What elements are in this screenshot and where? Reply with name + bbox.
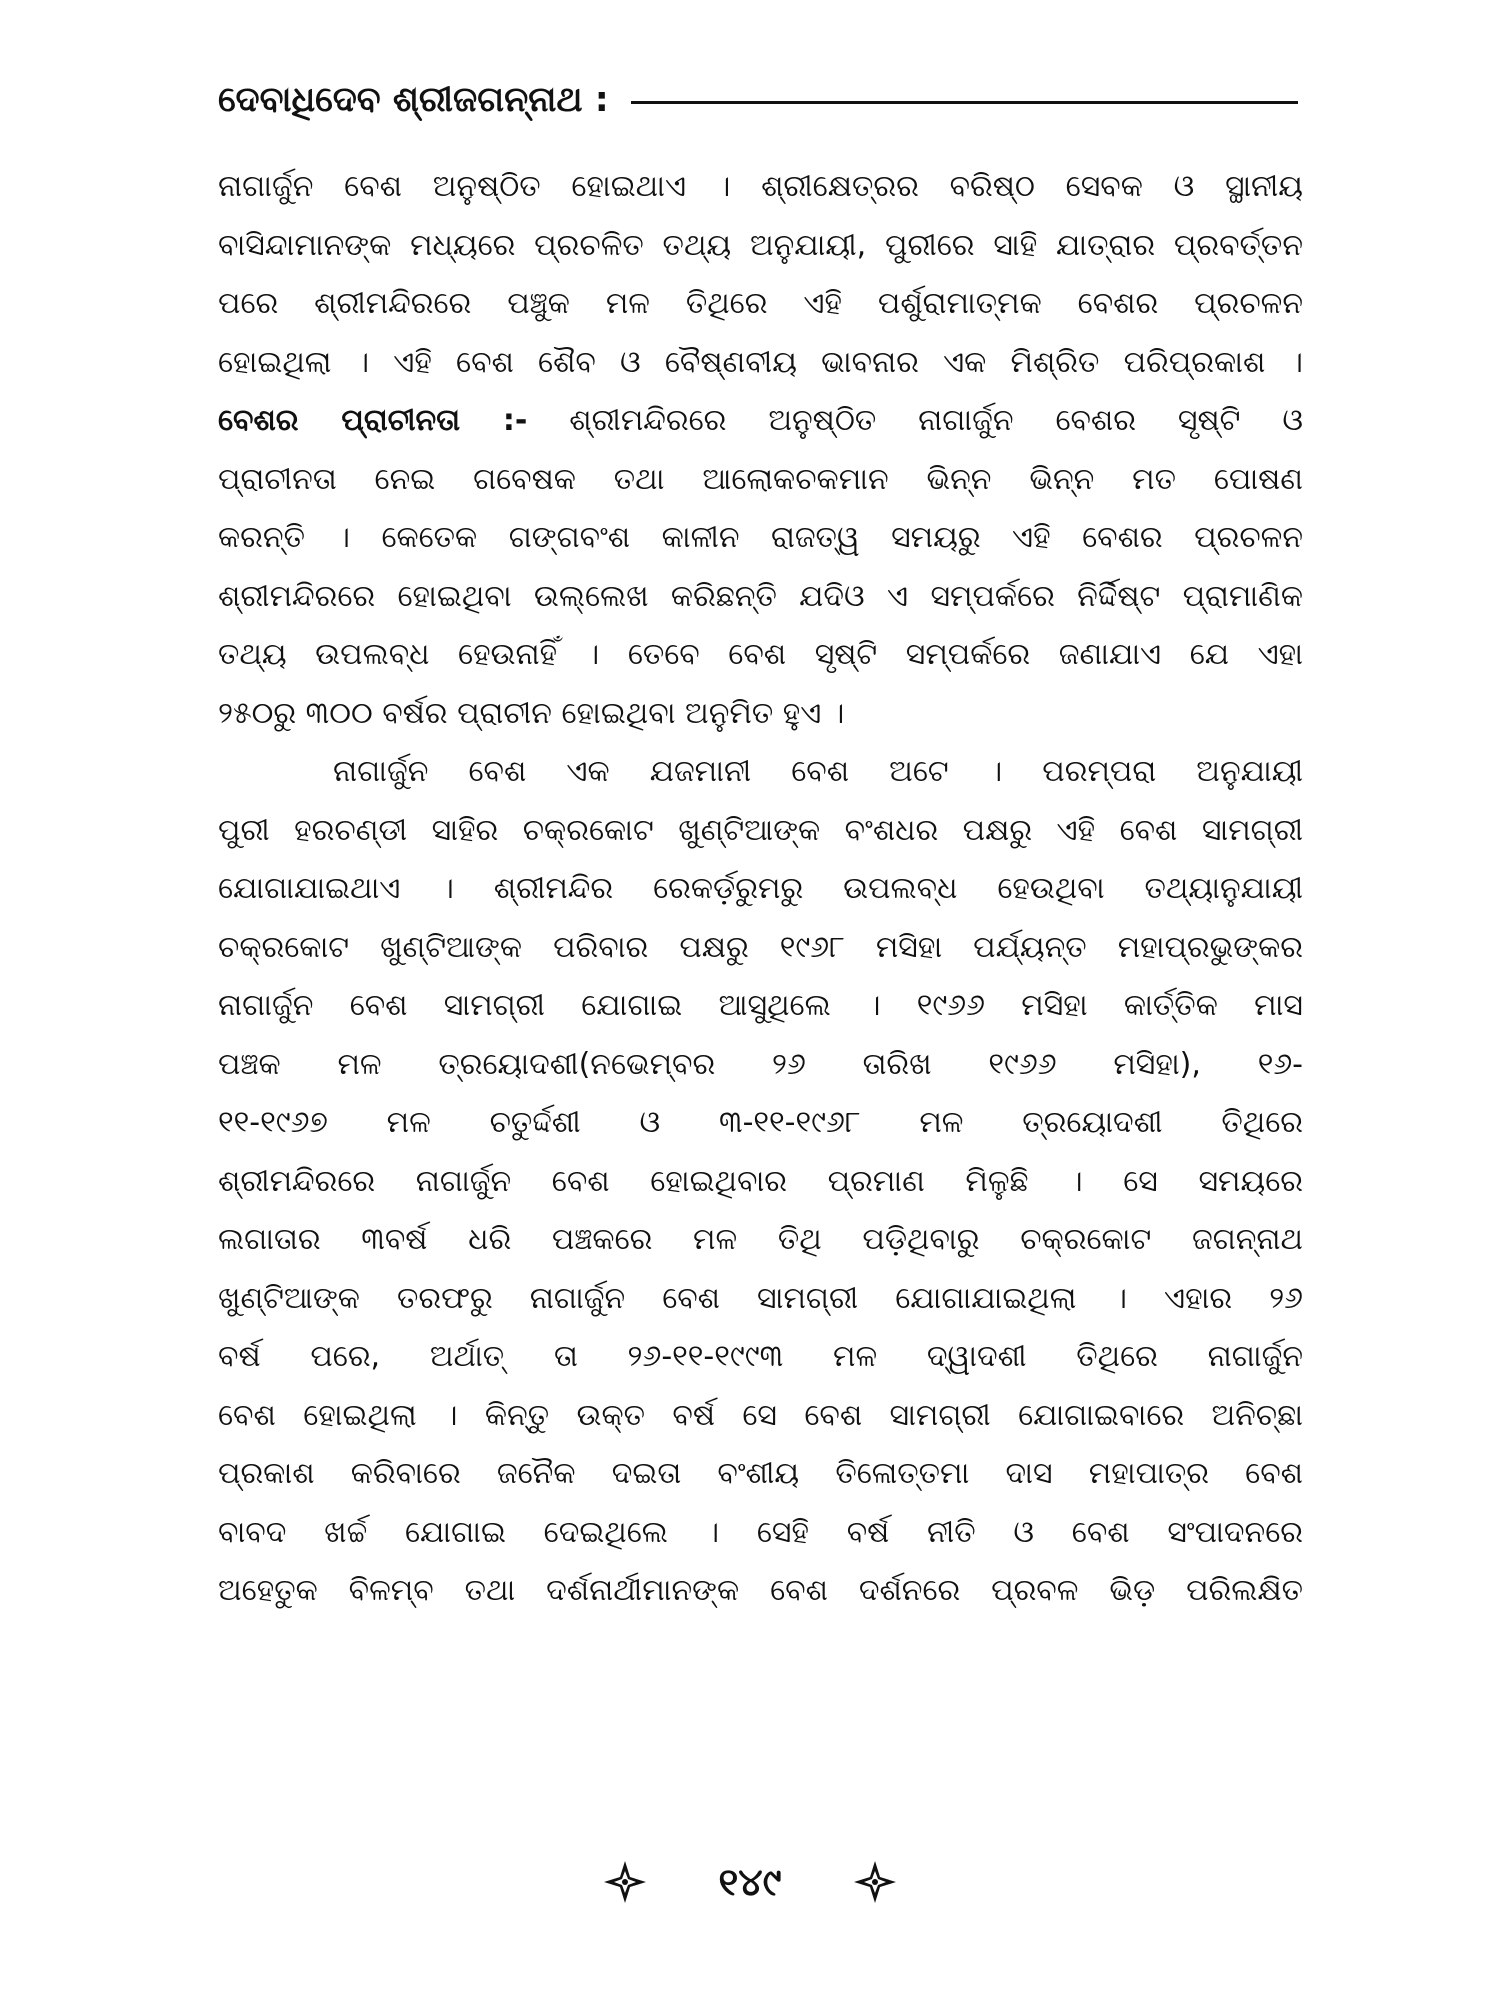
text-line: ୨୫୦ରୁ ୩୦୦ ବର୍ଷର ପ୍ରାଚୀନ ହୋଇଥିବା ଅନୁମିତ ହୁଏ । xyxy=(218,695,845,731)
text-line: ପ୍ରକାଶ କରିବାରେ ଜନୈକ ଦଇତା ବଂଶୀୟ ତିଳୋତ୍ତମା ଦାସ ମହାପାତ୍ର ବେଶ xyxy=(218,1456,1303,1491)
text-line-with-heading xyxy=(218,392,1303,451)
section-heading: ବେଶର ପ୍ରାଚୀନତା :- xyxy=(218,403,528,438)
text-line: ବାବଦ ଖର୍ଚ୍ଚ ଯୋଗାଇ ଦେଇଥିଲେ । ସେହି ବର୍ଷ ନୀତି ଓ ବେଶ ସଂପାଦନରେ xyxy=(218,1514,1303,1550)
running-head-title: ଦେବାଧିଦେବ ଶ୍ରୀଜଗନ୍ନାଥ : xyxy=(218,80,609,120)
text-line: ପରେ ଶ୍ରୀମନ୍ଦିରରେ ପଞ୍ଚୁକ ମଳ ତିଥିରେ ଏହି ପର୍ଶୁରାମାତ୍ମକ ବେଶର ପ୍ରଚଳନ xyxy=(218,286,1303,321)
text-line: ପୁରୀ ହରଚଣ୍ଡୀ ସାହିର ଚକ୍ରକୋଟ ଖୁଣ୍ଟିଆଙ୍କ ବଂଶଧର ପକ୍ଷରୁ ଏହି ବେଶ ସାମଗ୍ରୀ xyxy=(218,812,1303,848)
ornament-right-icon xyxy=(852,1859,898,1905)
page-number: ୧୪୯ xyxy=(718,1859,782,1904)
text-span: ଶ୍ରୀମନ୍ଦିରରେ ଅନୁଷ୍ଠିତ ନାଗାର୍ଜୁନ ବେଶର ସୃଷ୍ଟି ଓ xyxy=(569,403,1303,438)
text-line: ପ୍ରାଚୀନତା ନେଇ ଗବେଷକ ତଥା ଆଲୋକଚକମାନ ଭିନ୍ନ ଭିନ୍ନ ମତ ପୋଷଣ xyxy=(218,461,1303,497)
text-line: ଯୋଗାଯାଇଥାଏ । ଶ୍ରୀମନ୍ଦିର ରେକର୍ଡ଼ରୁମରୁ ଉପଲବ୍ଧ ହେଉଥିବା ତଥ୍ୟାନୁଯାୟୀ xyxy=(218,871,1303,906)
text-line: ନାଗାର୍ଜୁନ ବେଶ ଅନୁଷ୍ଠିତ ହୋଇଥାଏ । ଶ୍ରୀକ୍ଷେତ୍ରର ବରିଷ୍ଠ ସେବକ ଓ ସ୍ଥାନୀୟ xyxy=(218,169,1303,204)
text-line: ଶ୍ରୀମନ୍ଦିରରେ ହୋଇଥିବା ଉଲ୍ଲେଖ କରିଛନ୍ତି ଯଦିଓ ଏ ସମ୍ପର୍କରେ ନିର୍ଦ୍ଦିଷ୍ଟ ପ୍ରାମାଣିକ xyxy=(218,578,1303,614)
text-line: ଲଗାତାର ୩ବର୍ଷ ଧରି ପଞ୍ଚକରେ ମଳ ତିଥି ପଡ଼ିଥିବାରୁ ଚକ୍ରକୋଟ ଜଗନ୍ନାଥ xyxy=(218,1222,1303,1257)
text-line: ବେଶ ହୋଇଥିଲା । କିନ୍ତୁ ଉକ୍ତ ବର୍ଷ ସେ ବେଶ ସାମଗ୍ରୀ ଯୋଗାଇବାରେ ଅନିଚ୍ଛା xyxy=(218,1397,1303,1433)
text-line: ତଥ୍ୟ ଉପଲବ୍ଧ ହେଉନାହିଁ । ତେବେ ବେଶ ସୃଷ୍ଟି ସମ୍ପର୍କରେ ଜଣାଯାଏ ଯେ ଏହା xyxy=(218,637,1303,672)
text-line: ଖୁଣ୍ଟିଆଙ୍କ ତରଫରୁ ନାଗାର୍ଜୁନ ବେଶ ସାମଗ୍ରୀ ଯୋଗାଯାଇଥିଲା । ଏହାର ୨୬ xyxy=(218,1280,1303,1316)
text-line: ବାସିନ୍ଦାମାନଙ୍କ ମଧ୍ୟରେ ପ୍ରଚଳିତ ତଥ୍ୟ ଅନୁଯାୟୀ, ପୁରୀରେ ସାହି ଯାତ୍ରାର ପ୍ରବର୍ତ୍ତନ xyxy=(218,227,1303,263)
ornament-left-icon xyxy=(602,1859,648,1905)
text-line: ୧୧-୧୯୬୭ ମଳ ଚତୁର୍ଦ୍ଦଶୀ ଓ ୩-୧୧-୧୯୬୮ ମଳ ତ୍ରୟୋଦଶୀ ତିଥିରେ xyxy=(218,1105,1303,1140)
text-line: ଶ୍ରୀମନ୍ଦିରରେ ନାଗାର୍ଜୁନ ବେଶ ହୋଇଥିବାର ପ୍ରମାଣ ମିଳୁଛି । ସେ ସମୟରେ xyxy=(218,1163,1303,1199)
text-line: ଚକ୍ରକୋଟ ଖୁଣ୍ଟିଆଙ୍କ ପରିବାର ପକ୍ଷରୁ ୧୯୬୮ ମସିହା ପର୍ଯ୍ୟନ୍ତ ମହାପ୍ରଭୁଙ୍କର xyxy=(218,929,1303,965)
running-head xyxy=(218,70,1298,130)
text-line: କରନ୍ତି । କେତେକ ଗଙ୍ଗବଂଶ କାଳୀନ ରାଜତ୍ୱ ସମୟରୁ ଏହି ବେଶର ପ୍ରଚଳନ xyxy=(218,520,1303,555)
text-line: ପଞ୍ଚକ ମଳ ତ୍ରୟୋଦଶୀ(ନଭେମ୍ବର ୨୬ ତାରିଖ ୧୯୬୬ ମସିହା), ୧୬- xyxy=(218,1046,1303,1082)
paragraph-first-line: ନାଗାର୍ଜୁନ ବେଶ ଏକ ଯଜମାନୀ ବେଶ ଅଟେ । ପରମ୍ପରା ଅନୁଯାୟୀ xyxy=(333,754,1303,789)
text-line: ଅହେତୁକ ବିଳମ୍ବ ତଥା ଦର୍ଶନାର୍ଥୀମାନଙ୍କ ବେଶ ଦର୍ଶନରେ ପ୍ରବଳ ଭିଡ଼ ପରିଲକ୍ଷିତ xyxy=(218,1573,1303,1608)
folio xyxy=(0,1852,1500,1912)
text-line: ହୋଇଥିଲା । ଏହି ବେଶ ଶୈବ ଓ ବୈଷ୍ଣବୀୟ ଭାବନାର ଏକ ମିଶ୍ରିତ ପରିପ୍ରକାଶ । xyxy=(218,344,1303,380)
text-line: ନାଗାର୍ଜୁନ ବେଶ ସାମଗ୍ରୀ ଯୋଗାଇ ଆସୁଥିଲେ । ୧୯୬୬ ମସିହା କାର୍ତ୍ତିକ ମାସ xyxy=(218,988,1303,1023)
body-text xyxy=(218,158,1303,1621)
text-line: ବର୍ଷ ପରେ, ଅର୍ଥାତ୍ ତା ୨୬-୧୧-୧୯୯୩ ମଳ ଦ୍ୱାଦଶୀ ତିଥିରେ ନାଗାର୍ଜୁନ xyxy=(218,1339,1303,1374)
running-head-rule xyxy=(631,101,1298,104)
